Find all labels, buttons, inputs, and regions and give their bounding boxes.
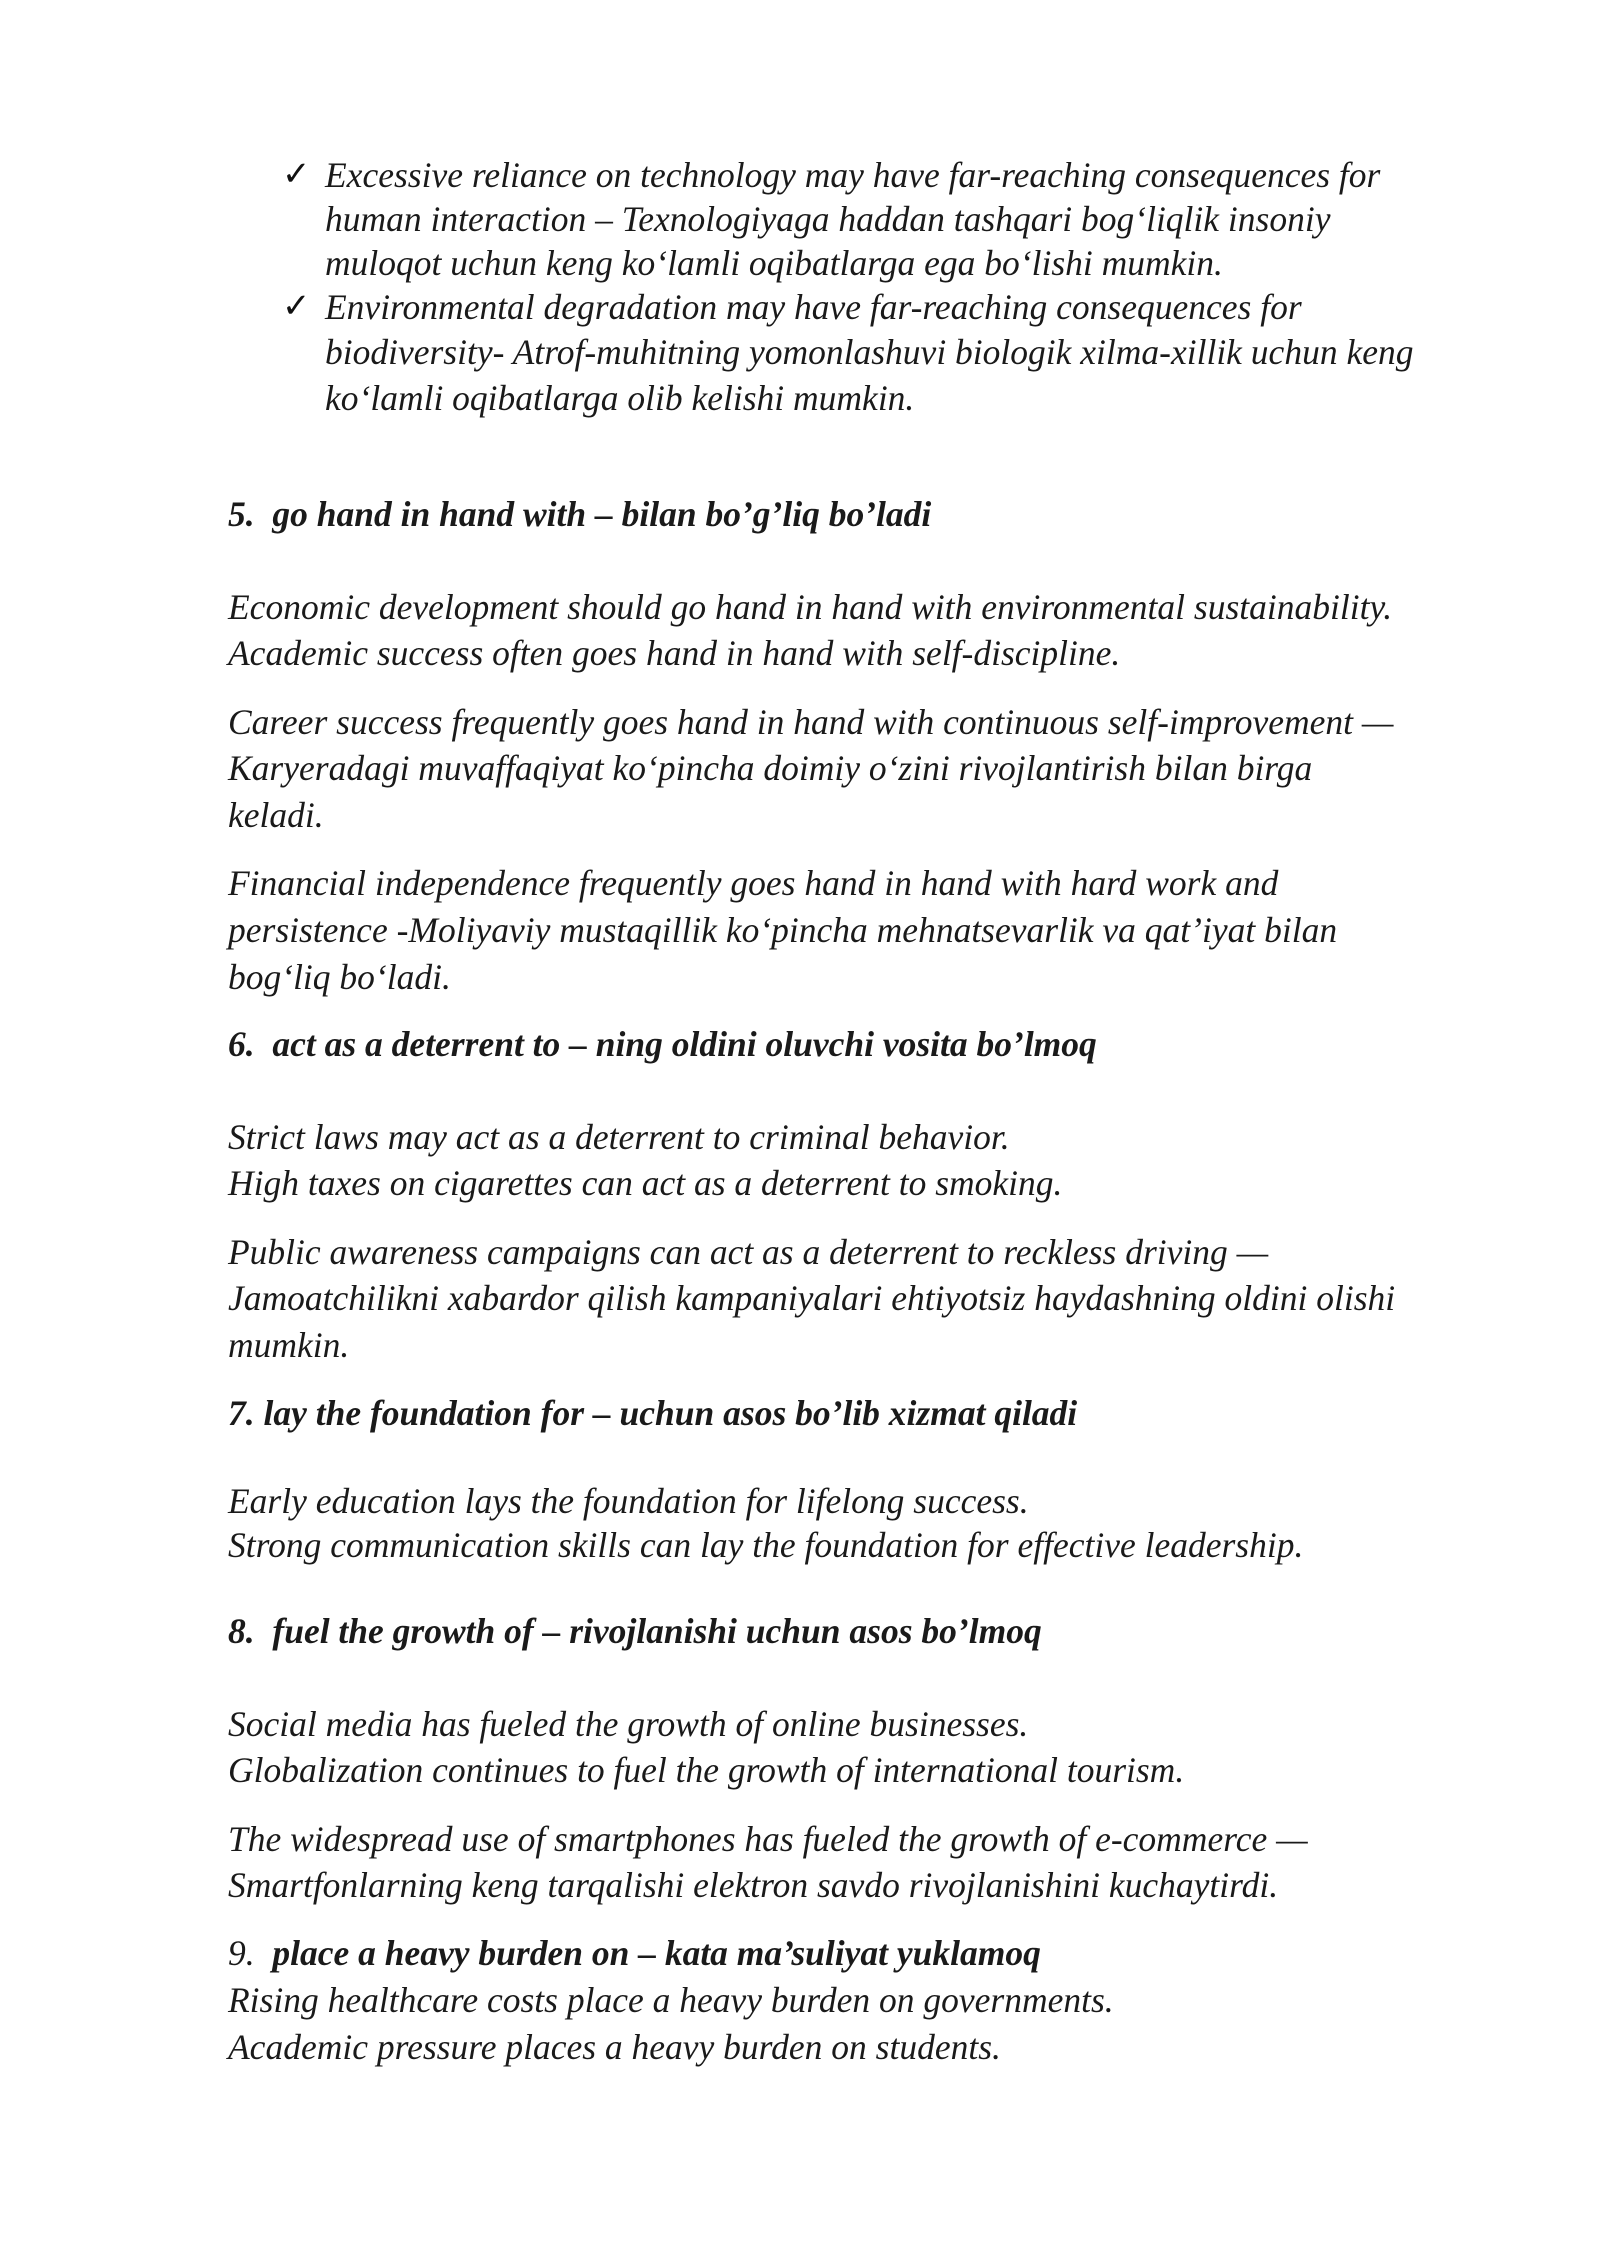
section-heading <box>228 1021 1097 1067</box>
example-line: Early education lays the foundation for lifelong success. <box>228 1481 1029 1521</box>
example-line: Academic pressure places a heavy burden on students. <box>228 2027 1001 2067</box>
checkmark-icon: ✓ <box>282 288 311 325</box>
section-number: 5. <box>228 494 255 534</box>
example-line: Academic success often goes hand in hand with self-discipline. <box>228 633 1121 673</box>
section-title: act as a deterrent to – ning oldini oluvchi vosita bo’lmoq <box>272 1024 1097 1064</box>
section-number: 6. <box>228 1024 255 1064</box>
example-line: Jamoatchilikni xabardor qilish kampaniyalari ehtiyotsiz haydashning oldini olishi <box>228 1278 1396 1318</box>
example-line: Smartfonlarning keng tarqalishi elektron savdo rivojlanishini kuchaytirdi. <box>228 1865 1279 1905</box>
section-title: lay the foundation for – uchun asos bo’lib xizmat qiladi <box>263 1393 1078 1433</box>
example-line: Social media has fueled the growth of online businesses. <box>228 1704 1029 1744</box>
section-number: 9. <box>228 1933 255 1973</box>
section-heading <box>228 1930 1041 1976</box>
bullet-line: Excessive reliance on technology may have far-reaching consequences for <box>325 155 1381 195</box>
example-line: Career success frequently goes hand in hand with continuous self-improvement — <box>228 702 1394 742</box>
example-line: Economic development should go hand in hand with environmental sustainability. <box>228 587 1393 627</box>
example-line: Financial independence frequently goes hand in hand with hard work and <box>228 863 1279 903</box>
example-line: mumkin. <box>228 1325 350 1365</box>
example-line: persistence -Moliyaviy mustaqillik ko‘pincha mehnatsevarlik va qat’iyat bilan <box>228 910 1338 950</box>
example-line: The widespread use of smartphones has fueled the growth of e-commerce — <box>228 1819 1308 1859</box>
bullet-line: ko‘lamli oqibatlarga olib kelishi mumkin. <box>325 378 915 418</box>
section-heading <box>228 1608 1042 1654</box>
example-line: Rising healthcare costs place a heavy burden on governments. <box>228 1980 1114 2020</box>
example-line: Karyeradagi muvaffaqiyat ko‘pincha doimiy o‘zini rivojlantirish bilan birga <box>228 748 1313 788</box>
section-title: go hand in hand with – bilan bo’g’liq bo’ladi <box>272 494 932 534</box>
checkmark-icon: ✓ <box>282 156 311 193</box>
section-title: fuel the growth of – rivojlanishi uchun asos bo’lmoq <box>272 1611 1042 1651</box>
section-number: 7. <box>228 1393 255 1433</box>
bullet-line: muloqot uchun keng ko‘lamli oqibatlarga ega bo‘lishi mumkin. <box>325 243 1223 283</box>
example-line: Strong communication skills can lay the foundation for effective leadership. <box>228 1525 1304 1565</box>
example-line: bog‘liq bo‘ladi. <box>228 957 451 997</box>
example-line: Public awareness campaigns can act as a deterrent to reckless driving — <box>228 1232 1269 1272</box>
example-line: keladi. <box>228 795 324 835</box>
section-heading <box>228 491 931 537</box>
bullet-line: Environmental degradation may have far-reaching consequences for <box>325 287 1302 327</box>
bullet-line: human interaction – Texnologiyaga haddan tashqari bog‘liqlik insoniy <box>325 199 1331 239</box>
section-heading <box>228 1390 1077 1436</box>
example-line: Strict laws may act as a deterrent to criminal behavior. <box>228 1117 1010 1157</box>
section-number: 8. <box>228 1611 255 1651</box>
example-line: Globalization continues to fuel the growth of international tourism. <box>228 1750 1185 1790</box>
bullet-line: biodiversity- Atrof-muhitning yomonlashuvi biologik xilma-xillik uchun keng <box>325 332 1414 372</box>
section-title: place a heavy burden on – kata ma’suliyat yuklamoq <box>272 1933 1041 1973</box>
example-line: High taxes on cigarettes can act as a deterrent to smoking. <box>228 1163 1063 1203</box>
